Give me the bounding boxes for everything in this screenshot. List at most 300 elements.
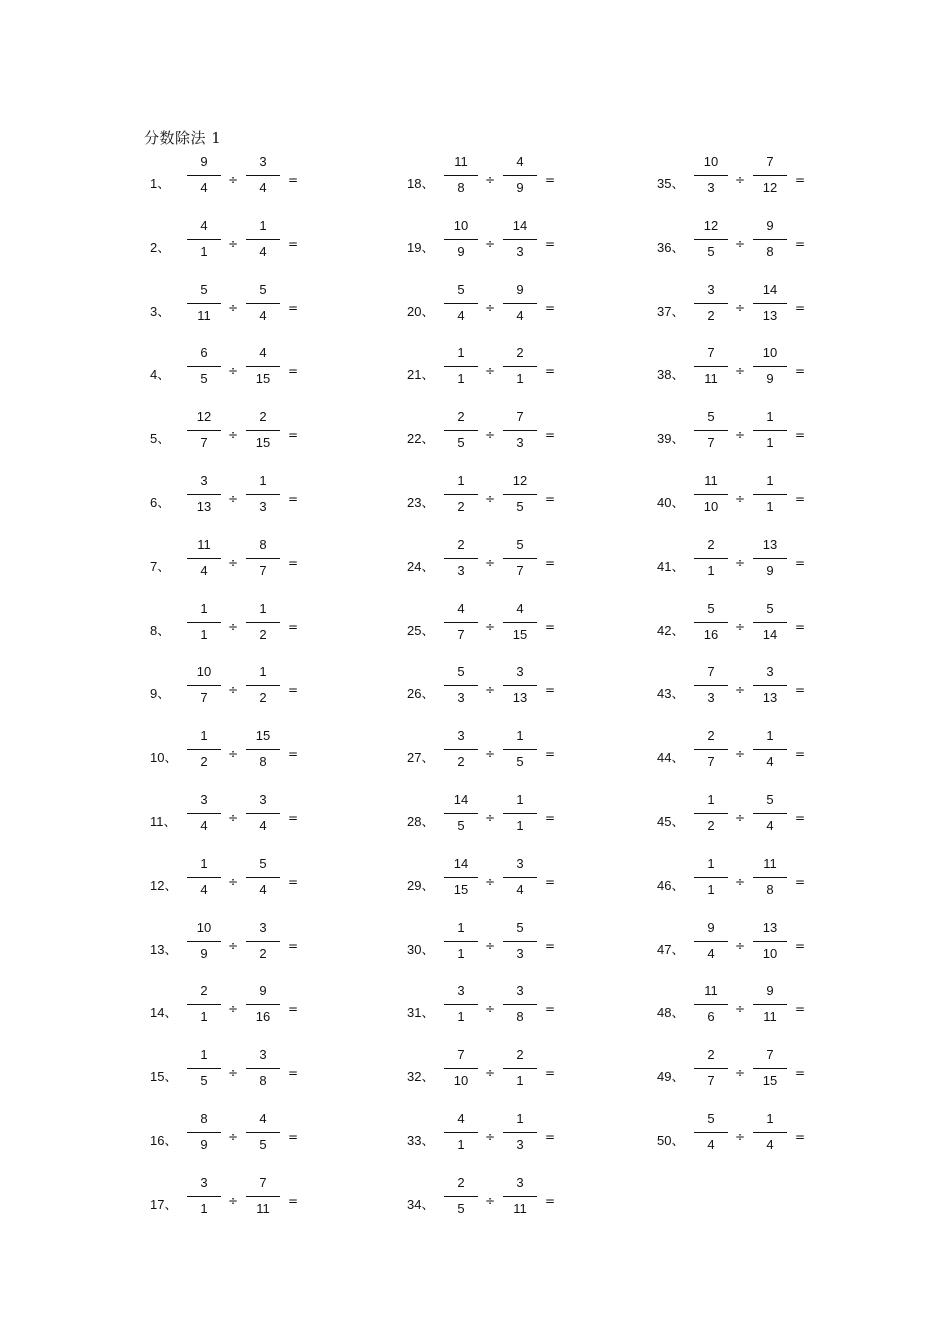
numerator: 5 — [457, 281, 465, 297]
problem-item — [407, 982, 607, 1038]
dividend-fraction — [187, 600, 221, 644]
division-sign: ÷ — [485, 1193, 496, 1208]
fraction-bar — [246, 685, 280, 686]
denominator: 8 — [259, 1073, 267, 1089]
problem-item — [150, 344, 350, 400]
denominator: 2 — [259, 626, 267, 642]
numerator: 1 — [457, 919, 465, 935]
denominator: 4 — [516, 881, 524, 897]
numerator: 2 — [707, 1047, 715, 1063]
fraction-bar — [503, 1068, 537, 1069]
fraction-bar — [246, 749, 280, 750]
numerator: 3 — [457, 728, 465, 744]
denominator: 1 — [200, 1009, 208, 1025]
denominator: 9 — [766, 371, 774, 387]
fraction-bar — [444, 1132, 478, 1133]
fraction-bar — [246, 239, 280, 240]
numerator: 2 — [516, 1047, 524, 1063]
equals-sign: = — [288, 811, 299, 825]
numerator: 1 — [707, 855, 715, 871]
numerator: 3 — [516, 855, 524, 871]
fraction-bar — [753, 366, 787, 367]
denominator: 5 — [457, 435, 465, 451]
numerator: 2 — [457, 409, 465, 425]
dividend-fraction — [694, 153, 728, 197]
numerator: 3 — [516, 1174, 524, 1190]
denominator: 10 — [762, 945, 778, 961]
numerator: 7 — [707, 664, 715, 680]
fraction-bar — [444, 877, 478, 878]
division-sign: ÷ — [228, 874, 239, 889]
equals-sign: = — [545, 300, 556, 315]
equals-sign: = — [545, 1002, 556, 1017]
problem-number: 3、 — [150, 303, 171, 319]
denominator: 2 — [259, 690, 267, 706]
division-sign: ÷ — [228, 938, 239, 953]
divisor-fraction — [753, 408, 787, 452]
equals-sign: = — [288, 619, 299, 634]
numerator: 11 — [197, 536, 211, 552]
numerator: 4 — [457, 600, 465, 616]
dividend-fraction — [694, 855, 728, 899]
numerator: 14 — [453, 792, 469, 807]
numerator: 7 — [259, 1174, 267, 1190]
division-sign: ÷ — [228, 1002, 239, 1017]
problem-number: 26、 — [407, 686, 435, 702]
denominator: 2 — [707, 818, 715, 833]
numerator: 8 — [259, 536, 267, 552]
divisor-fraction — [503, 727, 537, 771]
denominator: 1 — [200, 626, 208, 642]
divisor-fraction — [246, 982, 280, 1026]
numerator: 2 — [457, 536, 465, 552]
denominator: 8 — [516, 1009, 524, 1025]
equals-sign: = — [795, 619, 806, 634]
problem-number: 17、 — [150, 1196, 178, 1212]
denominator: 13 — [512, 690, 528, 706]
numerator: 7 — [516, 409, 524, 425]
division-sign: ÷ — [735, 300, 746, 315]
denominator: 4 — [766, 754, 774, 770]
problem-item — [407, 281, 607, 337]
denominator: 8 — [457, 180, 465, 195]
equals-sign: = — [288, 1066, 299, 1081]
division-sign: ÷ — [228, 1193, 239, 1208]
denominator: 5 — [200, 371, 208, 387]
division-sign: ÷ — [735, 1130, 746, 1144]
equals-sign: = — [545, 619, 556, 634]
denominator: 4 — [516, 307, 524, 323]
divisor-fraction — [753, 1046, 787, 1090]
numerator: 2 — [516, 345, 524, 361]
divisor-fraction — [503, 663, 537, 707]
problem-item — [657, 408, 857, 464]
numerator: 1 — [259, 600, 267, 616]
denominator: 1 — [200, 1200, 208, 1216]
divisor-fraction — [246, 1046, 280, 1090]
problem-item — [407, 536, 607, 592]
division-sign: ÷ — [735, 173, 746, 187]
dividend-fraction — [187, 472, 221, 516]
problem-number: 44、 — [657, 750, 685, 766]
denominator: 3 — [707, 690, 715, 706]
fraction-bar — [753, 175, 787, 176]
equals-sign: = — [545, 874, 556, 889]
division-sign: ÷ — [485, 173, 496, 187]
divisor-fraction — [246, 1174, 280, 1218]
fraction-bar — [246, 877, 280, 878]
denominator: 3 — [259, 499, 267, 514]
division-sign: ÷ — [735, 874, 746, 889]
fraction-bar — [246, 558, 280, 559]
equals-sign: = — [795, 428, 806, 443]
numerator: 11 — [704, 473, 718, 488]
equals-sign: = — [795, 555, 806, 570]
equals-sign: = — [288, 1002, 299, 1017]
equals-sign: = — [795, 811, 806, 825]
problem-item — [407, 472, 607, 528]
problem-item — [150, 791, 350, 847]
problem-item — [150, 217, 350, 273]
division-sign: ÷ — [485, 236, 496, 251]
fraction-bar — [246, 494, 280, 495]
equals-sign: = — [288, 555, 299, 570]
numerator: 2 — [707, 728, 715, 744]
denominator: 7 — [707, 435, 715, 451]
denominator: 3 — [457, 562, 465, 578]
denominator: 4 — [259, 180, 267, 195]
equals-sign: = — [795, 236, 806, 251]
denominator: 2 — [259, 945, 267, 961]
dividend-fraction — [187, 727, 221, 771]
division-sign: ÷ — [228, 683, 239, 698]
fraction-bar — [503, 239, 537, 240]
division-sign: ÷ — [735, 1002, 746, 1017]
fraction-bar — [753, 877, 787, 878]
problem-number: 38、 — [657, 367, 685, 383]
problem-item — [150, 1110, 350, 1166]
denominator: 3 — [516, 1137, 524, 1152]
problem-item — [407, 727, 607, 783]
division-sign: ÷ — [485, 300, 496, 315]
fraction-bar — [753, 1068, 787, 1069]
fraction-bar — [694, 494, 728, 495]
denominator: 3 — [516, 945, 524, 961]
denominator: 6 — [707, 1009, 715, 1025]
division-sign: ÷ — [228, 1066, 239, 1081]
problem-number: 28、 — [407, 814, 435, 829]
fraction-bar — [444, 366, 478, 367]
denominator: 4 — [707, 945, 715, 961]
denominator: 1 — [457, 1009, 465, 1025]
denominator: 5 — [516, 754, 524, 770]
division-sign: ÷ — [735, 811, 746, 825]
problem-item — [407, 1110, 607, 1166]
divisor-fraction — [246, 855, 280, 899]
problem-item — [150, 919, 350, 975]
fraction-bar — [503, 558, 537, 559]
division-sign: ÷ — [735, 1066, 746, 1081]
numerator: 5 — [516, 919, 524, 935]
denominator: 8 — [766, 881, 774, 897]
dividend-fraction — [444, 1046, 478, 1090]
equals-sign: = — [545, 492, 556, 506]
numerator: 1 — [707, 792, 715, 807]
equals-sign: = — [795, 1130, 806, 1144]
divisor-fraction — [503, 855, 537, 899]
fraction-bar — [694, 685, 728, 686]
divisor-fraction — [753, 791, 787, 835]
division-sign: ÷ — [485, 1066, 496, 1081]
numerator: 3 — [516, 664, 524, 680]
numerator: 5 — [259, 855, 267, 871]
fraction-bar — [694, 303, 728, 304]
numerator: 12 — [703, 217, 719, 233]
dividend-fraction — [187, 982, 221, 1026]
divisor-fraction — [753, 217, 787, 261]
denominator: 1 — [707, 881, 715, 897]
denominator: 10 — [453, 1073, 469, 1089]
divisor-fraction — [246, 536, 280, 580]
fraction-bar — [503, 175, 537, 176]
dividend-fraction — [694, 472, 728, 516]
divisor-fraction — [753, 281, 787, 325]
dividend-fraction — [187, 919, 221, 963]
problem-item — [657, 153, 857, 209]
fraction-bar — [444, 1068, 478, 1069]
numerator: 9 — [259, 983, 267, 999]
problem-number: 8、 — [150, 622, 171, 638]
problem-item — [407, 217, 607, 273]
division-sign: ÷ — [735, 747, 746, 762]
fraction-bar — [246, 622, 280, 623]
numerator: 5 — [259, 281, 267, 297]
divisor-fraction — [753, 536, 787, 580]
numerator: 5 — [766, 792, 774, 807]
dividend-fraction — [694, 791, 728, 835]
fraction-bar — [187, 303, 221, 304]
numerator: 1 — [766, 1111, 774, 1126]
denominator: 7 — [707, 1073, 715, 1089]
denominator: 8 — [766, 243, 774, 259]
problem-item — [657, 344, 857, 400]
numerator: 1 — [516, 1111, 524, 1126]
divisor-fraction — [753, 982, 787, 1026]
divisor-fraction — [246, 791, 280, 835]
dividend-fraction — [444, 727, 478, 771]
fraction-bar — [187, 175, 221, 176]
problem-item — [657, 855, 857, 911]
fraction-bar — [444, 685, 478, 686]
numerator: 1 — [457, 473, 465, 488]
fraction-bar — [694, 877, 728, 878]
divisor-fraction — [503, 1110, 537, 1154]
problem-item — [150, 281, 350, 337]
fraction-bar — [444, 494, 478, 495]
division-sign: ÷ — [228, 555, 239, 570]
fraction-bar — [753, 1132, 787, 1133]
dividend-fraction — [444, 663, 478, 707]
fraction-bar — [503, 622, 537, 623]
division-sign: ÷ — [228, 364, 239, 379]
problem-number: 2、 — [150, 239, 171, 255]
equals-sign: = — [545, 1130, 556, 1144]
division-sign: ÷ — [485, 555, 496, 570]
division-sign: ÷ — [485, 1130, 496, 1144]
problem-number: 42、 — [657, 622, 685, 638]
division-sign: ÷ — [485, 428, 496, 443]
dividend-fraction — [187, 855, 221, 899]
problem-item — [657, 217, 857, 273]
fraction-bar — [444, 430, 478, 431]
divisor-fraction — [246, 1110, 280, 1154]
denominator: 12 — [762, 180, 778, 195]
fraction-bar — [444, 622, 478, 623]
dividend-fraction — [444, 600, 478, 644]
equals-sign: = — [795, 1002, 806, 1017]
divisor-fraction — [503, 217, 537, 261]
denominator: 1 — [457, 371, 465, 387]
numerator: 12 — [196, 409, 212, 425]
fraction-bar — [444, 303, 478, 304]
equals-sign: = — [545, 1193, 556, 1208]
numerator: 5 — [766, 600, 774, 616]
denominator: 11 — [256, 1200, 270, 1216]
numerator: 2 — [457, 1174, 465, 1190]
equals-sign: = — [545, 555, 556, 570]
numerator: 14 — [453, 855, 469, 871]
denominator: 7 — [457, 626, 465, 642]
equals-sign: = — [288, 683, 299, 698]
numerator: 1 — [200, 855, 208, 871]
numerator: 13 — [762, 919, 778, 935]
dividend-fraction — [694, 536, 728, 580]
fraction-bar — [444, 1004, 478, 1005]
division-sign: ÷ — [735, 428, 746, 443]
numerator: 5 — [707, 600, 715, 616]
divisor-fraction — [753, 153, 787, 197]
fraction-bar — [187, 494, 221, 495]
equals-sign: = — [795, 173, 806, 187]
numerator: 3 — [457, 983, 465, 999]
dividend-fraction — [187, 408, 221, 452]
fraction-bar — [503, 749, 537, 750]
problem-number: 33、 — [407, 1133, 435, 1148]
fraction-bar — [753, 1004, 787, 1005]
dividend-fraction — [694, 982, 728, 1026]
problem-item — [150, 1046, 350, 1102]
fraction-bar — [753, 622, 787, 623]
problem-number: 23、 — [407, 495, 435, 510]
problem-item — [407, 919, 607, 975]
fraction-bar — [503, 941, 537, 942]
fraction-bar — [503, 366, 537, 367]
problem-item — [407, 1174, 607, 1230]
division-sign: ÷ — [735, 236, 746, 251]
denominator: 2 — [457, 499, 465, 514]
problem-item — [407, 153, 607, 209]
denominator: 9 — [516, 180, 524, 195]
dividend-fraction — [187, 791, 221, 835]
problem-item — [407, 344, 607, 400]
problem-number: 22、 — [407, 431, 435, 447]
problem-item — [407, 663, 607, 719]
division-sign: ÷ — [228, 747, 239, 762]
numerator: 9 — [516, 281, 524, 297]
dividend-fraction — [694, 281, 728, 325]
problem-item — [657, 600, 857, 656]
fraction-bar — [187, 941, 221, 942]
divisor-fraction — [246, 217, 280, 261]
problem-item — [407, 855, 607, 911]
numerator: 10 — [762, 345, 778, 361]
denominator: 3 — [516, 435, 524, 451]
equals-sign: = — [545, 236, 556, 251]
fraction-bar — [694, 1068, 728, 1069]
denominator: 4 — [200, 180, 208, 195]
fraction-bar — [187, 622, 221, 623]
fraction-bar — [246, 941, 280, 942]
denominator: 15 — [255, 435, 271, 451]
dividend-fraction — [694, 217, 728, 261]
dividend-fraction — [694, 600, 728, 644]
divisor-fraction — [503, 1046, 537, 1090]
problem-number: 41、 — [657, 558, 685, 574]
denominator: 1 — [457, 1137, 465, 1152]
division-sign: ÷ — [485, 811, 496, 825]
denominator: 7 — [200, 690, 208, 706]
problem-item — [657, 1046, 857, 1102]
dividend-fraction — [694, 408, 728, 452]
fraction-bar — [503, 685, 537, 686]
denominator: 5 — [457, 818, 465, 833]
equals-sign: = — [288, 173, 299, 187]
numerator: 7 — [766, 154, 774, 169]
denominator: 8 — [259, 754, 267, 770]
dividend-fraction — [187, 153, 221, 197]
dividend-fraction — [694, 1046, 728, 1090]
denominator: 4 — [259, 243, 267, 259]
denominator: 4 — [457, 307, 465, 323]
division-sign: ÷ — [485, 683, 496, 698]
fraction-bar — [246, 1068, 280, 1069]
problem-number: 21、 — [407, 367, 435, 383]
denominator: 15 — [762, 1073, 778, 1089]
numerator: 2 — [259, 409, 267, 425]
problem-number: 39、 — [657, 431, 685, 447]
numerator: 3 — [200, 473, 208, 488]
fraction-bar — [694, 622, 728, 623]
divisor-fraction — [753, 727, 787, 771]
problem-item — [150, 663, 350, 719]
fraction-bar — [753, 494, 787, 495]
equals-sign: = — [795, 1066, 806, 1081]
problem-number: 30、 — [407, 941, 435, 957]
equals-sign: = — [545, 1066, 556, 1081]
dividend-fraction — [444, 536, 478, 580]
divisor-fraction — [503, 153, 537, 197]
numerator: 4 — [259, 345, 267, 361]
problem-number: 40、 — [657, 495, 685, 510]
problem-item — [150, 982, 350, 1038]
dividend-fraction — [694, 1110, 728, 1154]
equals-sign: = — [795, 938, 806, 953]
division-sign: ÷ — [485, 747, 496, 762]
equals-sign: = — [288, 492, 299, 506]
denominator: 7 — [259, 562, 267, 578]
fraction-bar — [694, 749, 728, 750]
dividend-fraction — [444, 791, 478, 835]
